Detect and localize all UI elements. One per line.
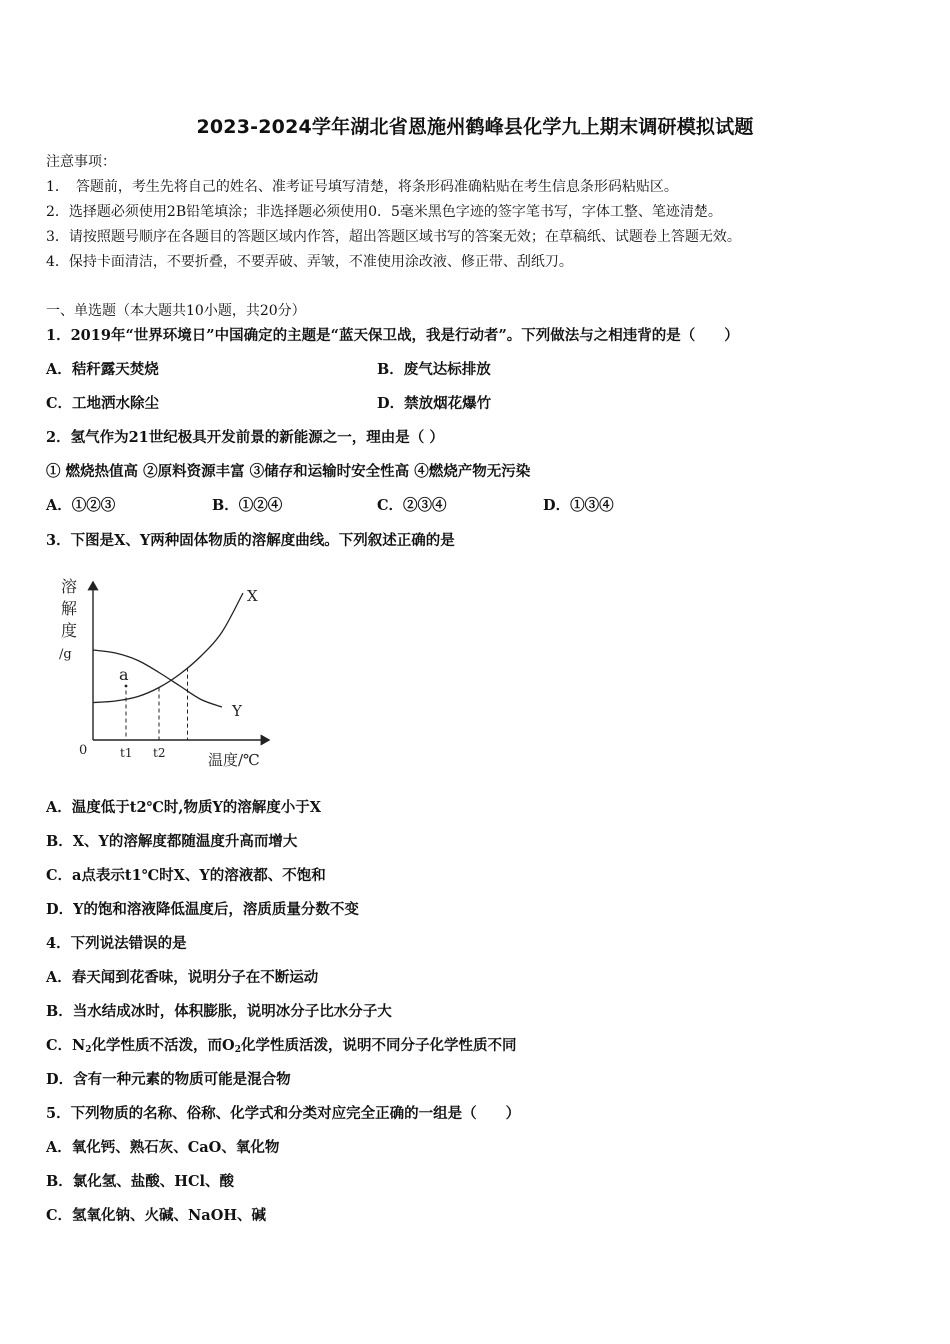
q3-option-c: C．a点表示t1℃时X、Y的溶液都、不饱和 bbox=[46, 867, 326, 884]
y-axis-label-char: 解 bbox=[61, 599, 78, 618]
series-x-curve bbox=[93, 593, 243, 703]
q4-option-b: B．当水结成冰时，体积膨胀，说明冰分子比水分子大 bbox=[46, 1003, 392, 1020]
q5-option-a: A．氧化钙、熟石灰、CaO、氧化物 bbox=[46, 1139, 280, 1156]
point-a-label: a bbox=[119, 665, 129, 684]
q1-option-b: B．废气达标排放 bbox=[377, 361, 491, 378]
q5-option-b: B．氯化氢、盐酸、HCl、酸 bbox=[46, 1173, 235, 1190]
q2-option-d: D．①③④ bbox=[543, 497, 614, 514]
series-x-label: X bbox=[247, 587, 258, 605]
q1-option-d: D．禁放烟花爆竹 bbox=[377, 395, 492, 412]
x-tick-label: t2 bbox=[153, 746, 166, 760]
origin-label: 0 bbox=[79, 743, 88, 758]
notice-heading: 注意事项： bbox=[46, 154, 116, 170]
question-2-stem: 2．氢气作为21世纪极具开发前景的新能源之一，理由是（ ） bbox=[46, 429, 444, 446]
notice-item: 4．保持卡面清洁，不要折叠，不要弄破、弄皱，不准使用涂改液、修正带、刮纸刀。 bbox=[46, 254, 573, 270]
section-heading: 一、单选题（本大题共10小题，共20分） bbox=[46, 303, 306, 319]
q3-option-d: D．Y的饱和溶液降低温度后，溶质质量分数不变 bbox=[46, 901, 359, 918]
q2-option-a: A．①②③ bbox=[46, 497, 116, 514]
x-axis-label: 温度/℃ bbox=[208, 751, 260, 769]
question-4-stem: 4．下列说法错误的是 bbox=[46, 935, 187, 952]
series-y-label: Y bbox=[232, 702, 242, 720]
q3-option-a: A．温度低于t2℃时,物质Y的溶解度小于X bbox=[46, 799, 322, 816]
notice-item: 2．选择题必须使用2B铅笔填涂；非选择题必须使用0．5毫米黑色字迹的签字笔书写，字体工整、笔迹清楚。 bbox=[46, 204, 722, 220]
y-axis-label bbox=[59, 577, 77, 662]
question-1-stem: 1．2019年“世界环境日”中国确定的主题是“蓝天保卫战，我是行动者”。下列做法与之相违背的是（ ） bbox=[46, 327, 739, 344]
q2-reasons: ① 燃烧热值高 ②原料资源丰富 ③储存和运输时安全性高 ④燃烧产物无污染 bbox=[46, 463, 531, 480]
notice-item: 1． 答题前，考生先将自己的姓名、准考证号填写清楚，将条形码准确粘贴在考生信息条形码粘贴区。 bbox=[46, 179, 678, 195]
q5-option-c: C．氢氧化钠、火碱、NaOH、碱 bbox=[46, 1207, 267, 1224]
question-5-stem: 5．下列物质的名称、俗称、化学式和分类对应完全正确的一组是（ ） bbox=[46, 1105, 521, 1122]
q3-option-b: B．X、Y的溶解度都随温度升高而增大 bbox=[46, 833, 298, 850]
y-axis-label-char: 溶 bbox=[61, 577, 78, 596]
q1-option-c: C．工地洒水除尘 bbox=[46, 395, 160, 412]
q4-option-a: A．春天闻到花香味，说明分子在不断运动 bbox=[46, 969, 319, 986]
solubility-chart bbox=[55, 572, 285, 772]
q4-option-d: D．含有一种元素的物质可能是混合物 bbox=[46, 1071, 291, 1088]
q1-option-a: A．秸秆露天焚烧 bbox=[46, 361, 159, 378]
question-3-stem: 3．下图是X、Y两种固体物质的溶解度曲线。下列叙述正确的是 bbox=[46, 532, 455, 549]
y-axis-label-char: /g bbox=[59, 647, 72, 662]
page-title: 2023-2024学年湖北省恩施州鹤峰县化学九上期末调研模拟试题 bbox=[196, 116, 754, 138]
notice-item: 3．请按照题号顺序在各题目的答题区域内作答，超出答题区域书写的答案无效；在草稿纸、试题卷上答题无效。 bbox=[46, 229, 741, 245]
q4-option-c: C．$N_2$化学性质不活泼，而$O_2$化学性质活泼，说明不同分子化学性质不同 bbox=[46, 1037, 517, 1055]
series-y-curve bbox=[93, 650, 222, 707]
q2-option-c: C．②③④ bbox=[377, 497, 447, 514]
y-axis-label-char: 度 bbox=[61, 621, 78, 640]
q2-option-b: B．①②④ bbox=[212, 497, 283, 514]
point-a bbox=[125, 685, 128, 688]
x-tick-label: t1 bbox=[120, 746, 133, 760]
